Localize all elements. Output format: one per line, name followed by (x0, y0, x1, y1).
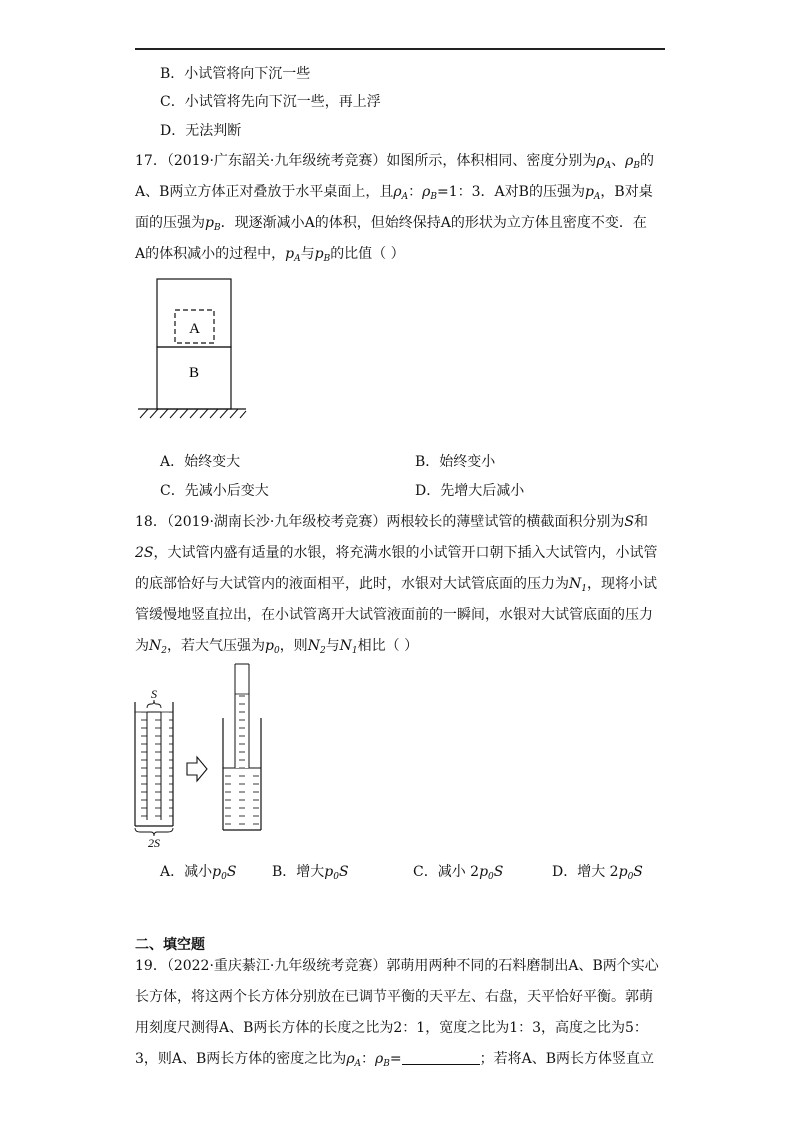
q17-line-2: A、B两立方体正对叠放于水平桌面上，且$\rho_A$：$\rho_B=1$：3．A对B的压强为$p_A$，B对桌 (135, 184, 653, 202)
q18-line-1: 18．（2019·湖南长沙·九年级校考竞赛）两根较长的薄壁试管的横截面积分别为S和 (135, 514, 648, 530)
q18-option-d[interactable]: D．增大 $2p_0S$ (552, 864, 643, 882)
q17-line-3: 面的压强为$p_B$．现逐渐减小A的体积，但始终保持A的形状为立方体且密度不变．在 (135, 215, 647, 233)
prev-option-d: D．无法判断 (160, 123, 242, 139)
label-2s: 2S (148, 836, 160, 850)
q18-line-4: 管缓慢地竖直拉出，在小试管离开大试管液面前的一瞬间，水银对大试管底面的压力 (135, 607, 653, 623)
prev-option-b: B．小试管将向下沉一些 (160, 66, 311, 82)
brace-s (147, 700, 161, 708)
label-b: B (188, 365, 200, 381)
q18-option-c[interactable]: C．减小 $2p_0S$ (413, 864, 504, 882)
header-rule (135, 48, 665, 50)
answer-blank[interactable] (402, 1050, 480, 1065)
q18-line-2: 2S，大试管内盛有适量的水银，将充满水银的小试管开口朝下插入大试管内，小试管 (135, 545, 658, 561)
label-s: S (151, 687, 157, 701)
q18-option-a[interactable]: A．减小$p_0S$ (160, 864, 237, 882)
q17-option-a[interactable]: A．始终变大 (160, 454, 241, 470)
q18-line-5: 为$N_2$，若大气压强为$p_0$，则$N_2$与$N_1$相比（ ） (135, 638, 419, 656)
arrow-right-icon (187, 757, 207, 781)
q17-cube-figure (130, 275, 250, 425)
brace-2s (135, 828, 173, 836)
q19-line-1: 19．（2022·重庆綦江·九年级统考竞赛）郭萌用两种不同的石料磨制出A、B两个实心 (135, 958, 659, 974)
label-a: A (189, 321, 200, 337)
section-title-fill-in: 二、填空题 (135, 937, 205, 953)
small-tube-pulled (235, 664, 249, 768)
q19-line-4: 3，则A、B两长方体的密度之比为$\rho_A$：$\rho_B=$ ；若将A、B两长方体竖直立 (135, 1051, 655, 1069)
q19-line-3: 用刻度尺测得A、B两长方体的长度之比为2：1，宽度之比为1：3，高度之比为5： (135, 1020, 648, 1036)
q18-line-3: 的底部恰好与大试管内的液面相平，此时，水银对大试管底面的压力为$N_1$，现将小试 (135, 576, 657, 594)
small-tube-inserted (147, 712, 161, 820)
prev-option-c: C．小试管将先向下沉一些，再上浮 (160, 94, 381, 110)
q17-option-b[interactable]: B．始终变小 (415, 454, 496, 470)
q19-line-2: 长方体，将这两个长方体分别放在已调节平衡的天平左、右盘，天平恰好平衡。郭萌 (135, 989, 653, 1005)
q17-option-c[interactable]: C．先减小后变大 (160, 483, 269, 499)
q17-option-d[interactable]: D．先增大后减小 (415, 483, 525, 499)
q18-test-tube-figure (125, 660, 285, 850)
q18-option-b[interactable]: B．增大$p_0S$ (272, 864, 349, 882)
q17-line-1: 17．（2019·广东韶关·九年级统考竞赛）如图所示，体积相同、密度分别为$\rho_A$、$\rho_B$的 (135, 153, 654, 171)
table-hatching (140, 409, 246, 418)
q17-line-4: A的体积减小的过程中，$p_A$与$p_B$的比值（ ） (135, 246, 405, 264)
